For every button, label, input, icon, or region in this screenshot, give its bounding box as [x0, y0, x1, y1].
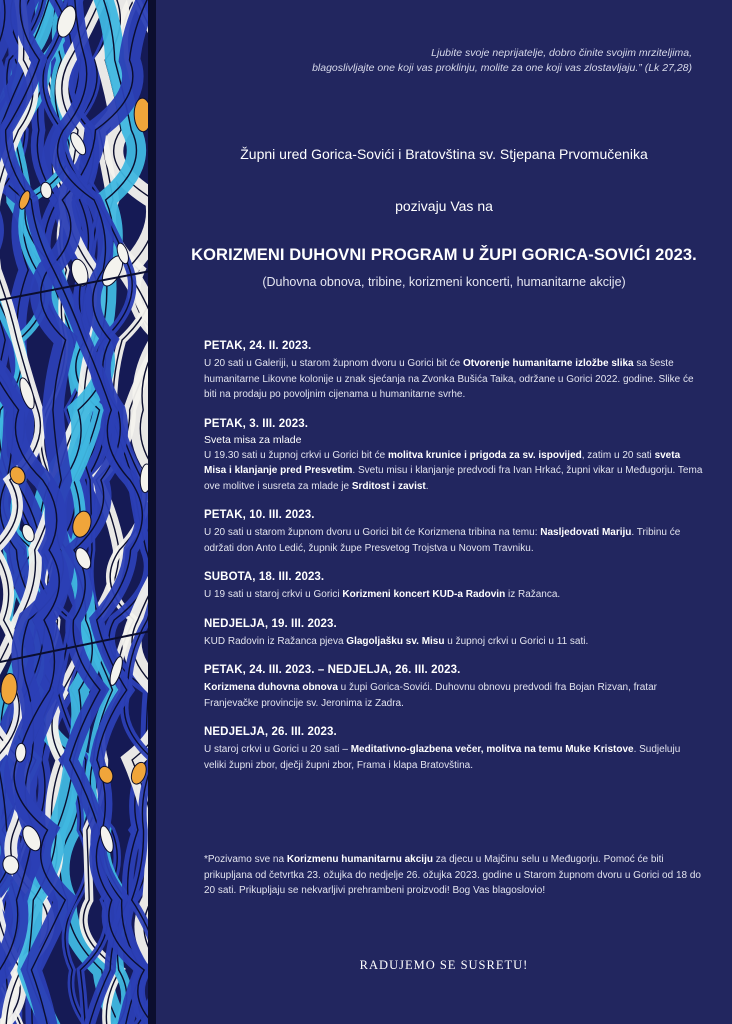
- bible-quote: [252, 46, 692, 76]
- event-description-text: KUD Radovin iz Ražanca pjeva: [204, 635, 347, 647]
- event-description-text: , zatim u 20 sati: [581, 449, 655, 461]
- content-area: [156, 0, 732, 1024]
- event-description-text: U 20 sati u starom župnom dvoru u Gorici bit će Korizmena tribina na temu:: [204, 527, 541, 538]
- event-description: [204, 634, 704, 650]
- event-item: [204, 509, 704, 556]
- event-description: [204, 356, 704, 403]
- closing-text: RADUJEMO SE SUSRETU!: [359, 958, 529, 972]
- event-date: PETAK, 24. III. 2023. – NEDJELJA, 26. III. 2023.: [204, 664, 461, 676]
- event-description-highlight: molitva krunice i prigoda za sv. ispovijed: [387, 449, 582, 461]
- event-description-text: u župnoj crkvi u Gorici u 11 sati.: [444, 635, 589, 647]
- humanitarian-note: [204, 852, 704, 899]
- event-description-text: U 20 sati u Galeriji, u starom župnom dvoru u Gorici bit će: [204, 358, 463, 369]
- event-item: [204, 618, 704, 650]
- event-description-text: sa šeste humanitarne Likovne kolonije u znak sjećanja na Zvonka Bušića Taika, održane u Gorici 2022. godine. Slike će biti na prodaju po povoljnim cijenama u humanitarne svrhe.: [204, 358, 694, 400]
- event-list: [204, 340, 704, 788]
- note-text: za djecu u Majčinu selu u Međugorju. Pomoć će biti prikupljana od četvrtka 23. ožujka do nedjelje 26. ožujka 2023. godine u Starom župnom dvoru u Gorici od 18 do 20 sati. Prikupljaju se nekvarljivi prehrambeni proizvodi! Bog Vas blagoslovio!: [204, 854, 701, 896]
- event-description-highlight: Nasljedovati Mariju: [540, 527, 632, 538]
- event-description-text: .: [425, 480, 429, 492]
- event-description-highlight: Otvorenje humanitarne izložbe slika: [463, 358, 634, 369]
- event-date: NEDJELJA, 19. III. 2023.: [204, 617, 337, 630]
- event-item: [204, 571, 704, 603]
- organizers: Župni ured Gorica-Sovići i Bratovština sv. Stjepana Prvomučenika: [240, 146, 648, 162]
- event-description-text: iz Ražanca.: [505, 589, 561, 600]
- event-description: [204, 680, 704, 711]
- event-description-highlight: Srditost i zavist: [351, 480, 426, 492]
- event-date: SUBOTA, 18. III. 2023.: [204, 571, 325, 583]
- event-date: NEDJELJA, 26. III. 2023.: [204, 726, 337, 738]
- stained-glass-panel: [0, 0, 156, 1024]
- event-description: [204, 525, 704, 556]
- event-description-highlight: Glagoljašku sv. Misu: [346, 635, 445, 647]
- event-date: PETAK, 10. III. 2023.: [204, 509, 315, 521]
- event-date: PETAK, 3. III. 2023.: [204, 417, 309, 430]
- note-highlight: Korizmenu humanitarnu akciju: [286, 854, 433, 865]
- stained-glass-art: [0, 0, 156, 1024]
- event-description-highlight: sveta Misa i klanjanje pred Presvetim: [204, 449, 681, 476]
- event-description-highlight: Korizmena duhovna obnova: [204, 682, 338, 693]
- event-item: [204, 340, 704, 403]
- event-item: [204, 418, 704, 495]
- event-description-text: . Svetu misu i klanjanje predvodi fra Ivan Hrkać, župni vikar u Međugorju. Tema ove molitve i susreta za mlade je: [204, 465, 703, 492]
- event-item: [204, 664, 704, 711]
- note-text: *Pozivamo sve na: [204, 854, 287, 865]
- glass-frame: [148, 0, 156, 1024]
- event-description: [204, 587, 704, 603]
- event-description-text: . Tribinu će održati don Anto Ledić, župnik župe Presvetog Trojstva u Novom Travniku.: [204, 527, 681, 554]
- program-title: KORIZMENI DUHOVNI PROGRAM U ŽUPI GORICA-SOVIĆI 2023.: [191, 246, 697, 264]
- event-item: [204, 726, 704, 773]
- event-description-highlight: Korizmeni koncert KUD-a Radovin: [342, 589, 506, 600]
- program-subtitle: (Duhovna obnova, tribine, korizmeni koncerti, humanitarne akcije): [262, 275, 626, 289]
- quote-line-1: Ljubite svoje neprijatelje, dobro činite svojim mrziteljima,: [431, 47, 692, 59]
- event-description: [204, 742, 704, 773]
- event-description-text: U staroj crkvi u Gorici u 20 sati –: [204, 744, 351, 755]
- event-description-text: . Sudjeluju veliki župni zbor, dječji župni zbor, Frama i klapa Bratovština.: [204, 744, 681, 771]
- event-description-text: u župi Gorica-Sovići. Duhovnu obnovu predvodi fra Bojan Rizvan, fratar Franjevačke provincije sv. Jeronima iz Zadra.: [204, 682, 657, 709]
- event-description-text: U 19 sati u staroj crkvi u Gorici: [204, 589, 343, 600]
- event-description-text: U 19.30 sati u župnoj crkvi u Gorici bit će: [204, 449, 388, 461]
- event-subtitle: Sveta misa za mlade: [204, 433, 302, 446]
- invite-text: pozivaju Vas na: [395, 198, 493, 214]
- event-description: [204, 448, 704, 495]
- event-date: PETAK, 24. II. 2023.: [204, 340, 312, 352]
- quote-line-2: blagoslivljajte one koji vas proklinju, molite za one koji vas zlostavljaju.” (Lk 27,28): [312, 62, 692, 74]
- event-description-highlight: Meditativno-glazbena večer, molitva na temu Muke Kristove: [350, 744, 634, 755]
